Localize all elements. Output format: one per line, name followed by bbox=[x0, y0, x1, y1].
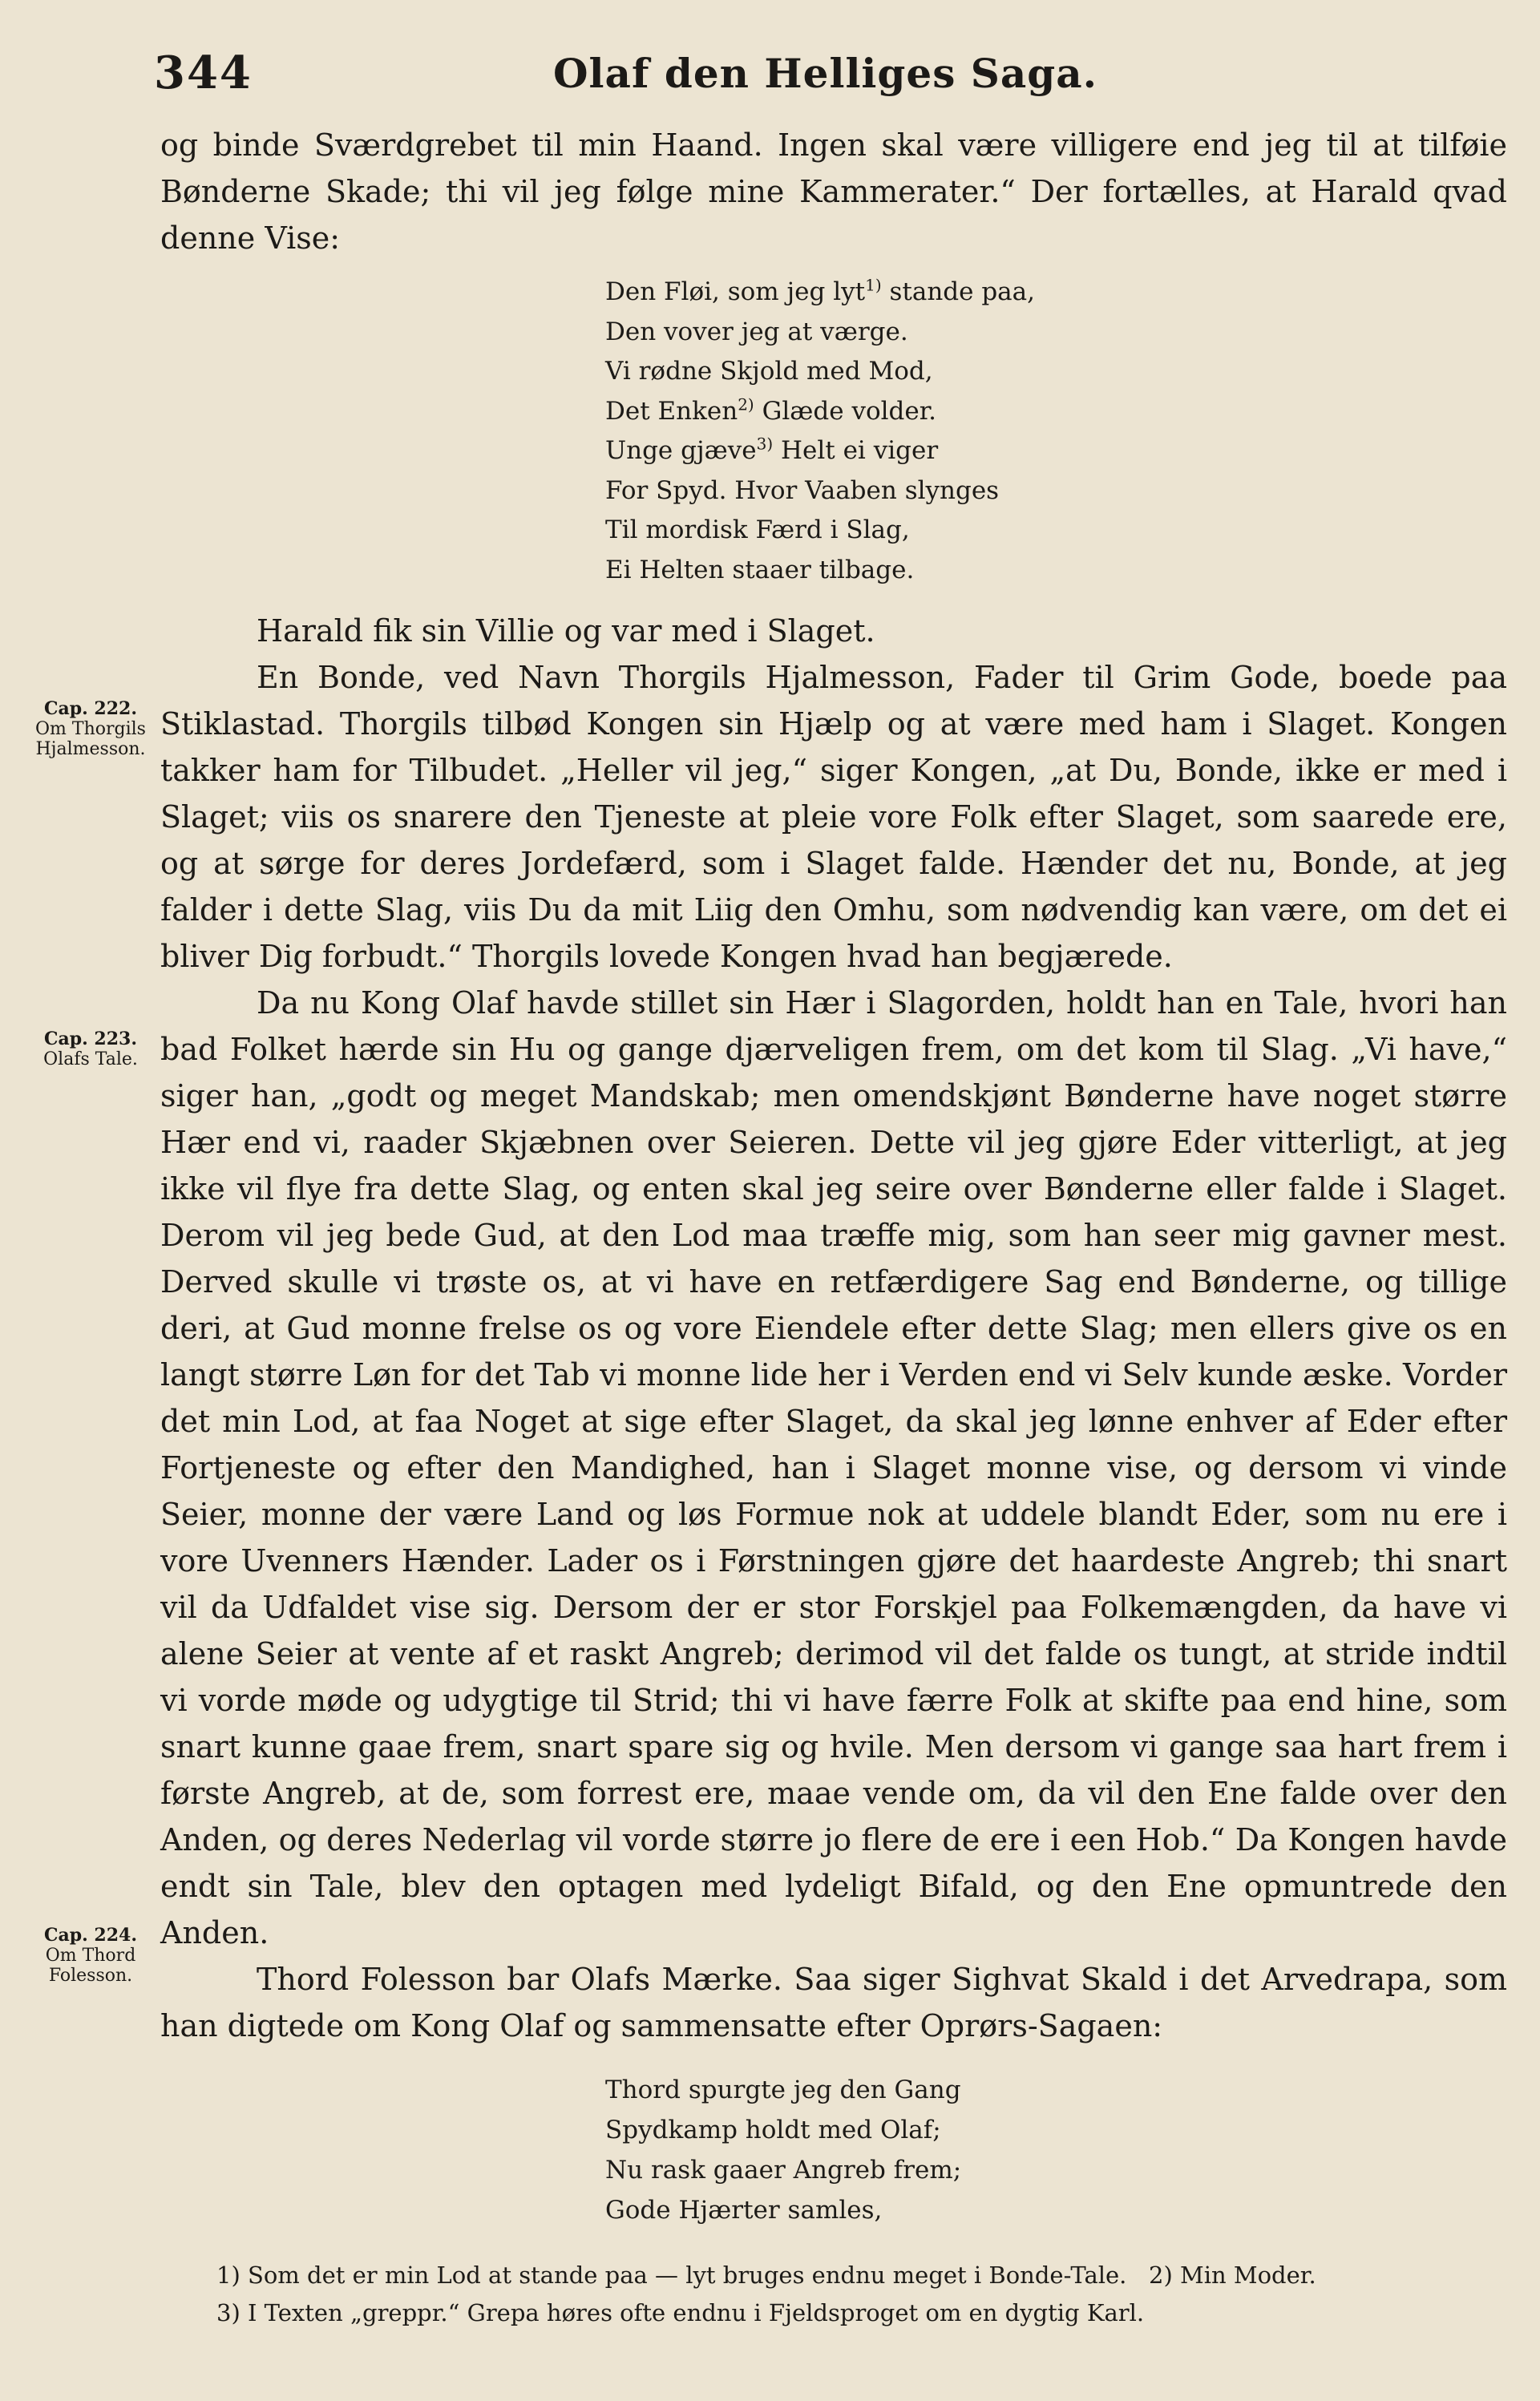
verse-line: Spydkamp holdt med Olaf; bbox=[605, 2116, 941, 2144]
verse-stanza-2 bbox=[605, 2070, 1507, 2230]
footnote-line: 3) I Texten „greppr.“ Grepa høres ofte endnu i Fjeldsproget om en dygtig Karl. bbox=[216, 2299, 1145, 2326]
verse-line: Ei Helten staaer tilbage. bbox=[605, 555, 915, 584]
verse-line: Den Fløi, som jeg lyt$^{1)}$ stande paa, bbox=[605, 275, 1035, 306]
margin-note-cap-222: Cap. 222. Om Thorgils Hjalmesson. bbox=[35, 698, 146, 759]
main-text bbox=[160, 122, 1507, 2230]
verse-line: Det Enken$^{2)}$ Glæde volder. bbox=[605, 394, 936, 426]
verse-line: Unge gjæve$^{3)}$ Helt ei viger bbox=[605, 434, 939, 465]
footnote-line: 1) Som det er min Lod at stande paa — lyt bruges endnu meget i Bonde-Tale. 2) Min Moder. bbox=[216, 2262, 1316, 2289]
verse-stanza-1 bbox=[605, 273, 1507, 590]
paragraph-2: Harald fik sin Villie og var med i Slaget. bbox=[257, 613, 875, 649]
footnotes bbox=[216, 2257, 1515, 2332]
running-title: Olaf den Helliges Saga. bbox=[553, 50, 1098, 97]
verse-line: Gode Hjærter samles, bbox=[605, 2196, 883, 2225]
paragraph-3: En Bonde, ved Navn Thorgils Hjalmesson, Fader til Grim Gode, boede paa Stiklastad. Thorgils tilbød Kongen sin Hjælp og at være med ham i Slaget. Kongen takker ham for Tilbudet. „Heller vil jeg,“ siger Kongen, „at Du, Bonde, ikke er med i Slaget; viis os snarere den Tjeneste at pleie vore Folk efter Slaget, som saarede ere, og at sørge for deres Jordefærd, som i Slaget falde. Hænder det nu, Bonde, at jeg falder i dette Slag, viis Du da mit Liig den Omhu, som nødvendig kan være, om det ei bliver Dig forbudt.“ Thorgils lovede Kongen hvad han begjærede. bbox=[160, 660, 1507, 974]
margin-note-cap-224: Cap. 224. Om Thord Folesson. bbox=[43, 1925, 138, 1986]
page-number: 344 bbox=[154, 46, 253, 99]
verse-line: Thord spurgte jeg den Gang bbox=[605, 2076, 961, 2104]
verse-line: Den vover jeg at værge. bbox=[605, 317, 908, 346]
verse-line: Til mordisk Færd i Slag, bbox=[605, 515, 910, 544]
margin-note-cap-223: Cap. 223. Olafs Tale. bbox=[43, 1029, 138, 1069]
verse-line: Nu rask gaaer Angreb frem; bbox=[605, 2156, 962, 2185]
paragraph-4: Da nu Kong Olaf havde stillet sin Hær i Slagorden, holdt han en Tale, hvori han bad Folket hærde sin Hu og gange djærveligen frem, om det kom til Slag. „Vi have,“ siger han, „godt og meget Mandskab; men omendskjønt Bønderne have noget større Hær end vi, raader Skjæbnen over Seieren. Dette vil jeg gjøre Eder vitterligt, at jeg ikke vil flye fra dette Slag, og enten skal jeg seire over Bønderne eller falde i Slaget. Derom vil jeg bede Gud, at den Lod maa træffe mig, som han seer mig gavner mest. Derved skulle vi trøste os, at vi have en retfærdigere Sag end Bønderne, og tillige deri, at Gud monne frelse os og vore Eiendele efter dette Slag; men ellers give os en langt større Løn for det Tab vi monne lide her i Verden end vi Selv kunde æske. Vorder det min Lod, at faa Noget at sige efter Slaget, da skal jeg lønne enhver af Eder efter Fortjeneste og efter den Mandighed, han i Slaget monne vise, og dersom vi vinde Seier, monne der være Land og løs Formue nok at uddele blandt Eder, som nu ere i vore Uvenners Hænder. Lader os i Førstningen gjøre det haardeste Angreb; thi snart vil da Udfaldet vise sig. Dersom der er stor Forskjel paa Folkemængden, da have vi alene Seier at vente af et raskt Angreb; derimod vil det falde os tungt, at stride indtil vi vorde møde og udygtige til Strid; thi vi have færre Folk at skifte paa end hine, som snart kunne gaae frem, snart spare sig og hvile. Men dersom vi gange saa hart frem i første Angreb, at de, som forrest ere, maae vende om, da vil den Ene falde over den Anden, og deres Nederlag vil vorde større jo flere de ere i een Hob.“ Da Kongen havde endt sin Tale, blev den optagen med lydeligt Bifald, og den Ene opmuntrede den Anden. bbox=[160, 985, 1507, 1950]
verse-line: For Spyd. Hvor Vaaben slynges bbox=[605, 475, 1000, 505]
verse-line: Vi rødne Skjold med Mod, bbox=[605, 357, 933, 386]
paragraph-5: Thord Folesson bar Olafs Mærke. Saa siger Sighvat Skald i det Arvedrapa, som han digtede om Kong Olaf og sammensatte efter Oprørs-Sagaen: bbox=[160, 1962, 1507, 2043]
paragraph-1: og binde Sværdgrebet til min Haand. Ingen skal være villigere end jeg til at tilføie Bønderne Skade; thi vil jeg følge mine Kammerater.“ Der fortælles, at Harald qvad denne Vise: bbox=[160, 127, 1507, 256]
